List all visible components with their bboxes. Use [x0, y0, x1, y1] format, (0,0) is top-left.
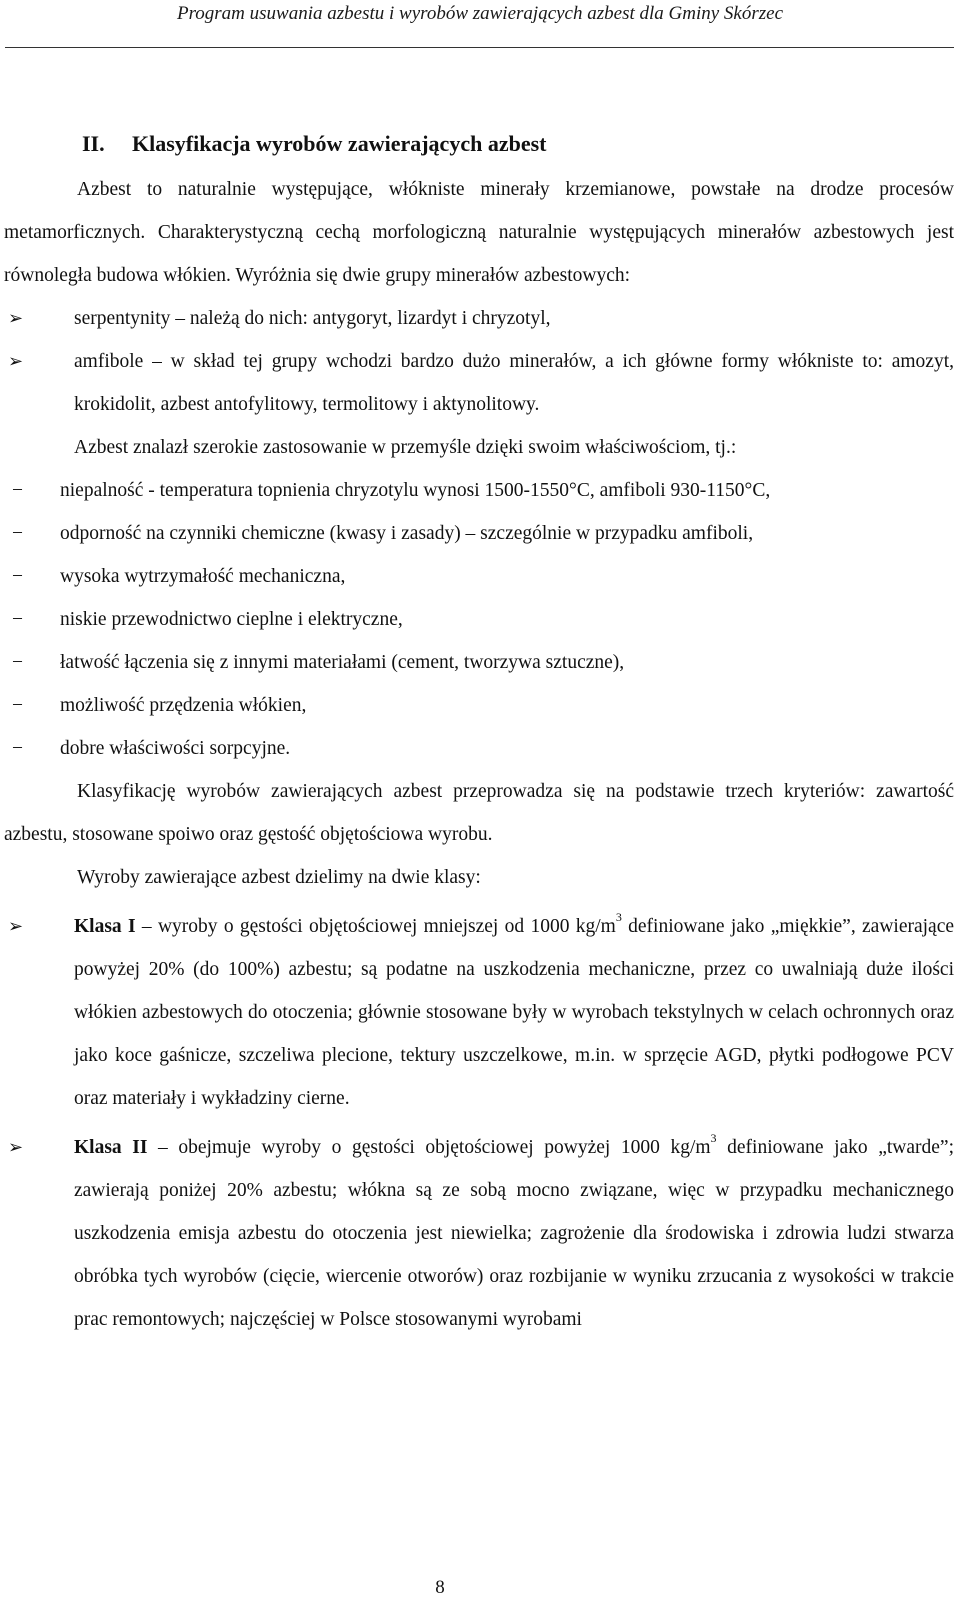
document-body [4, 124, 954, 1341]
class-2-label: Klasa II [74, 1137, 148, 1158]
list-item-text: odporność na czynniki chemiczne (kwasy i zasady) – szczególnie w przypadku amfiboli, [60, 523, 754, 544]
dash-bullet-icon: − [12, 738, 23, 759]
class-1-text-b: definiowane jako „miękkie”, zawierające powyżej 20% (do 100%) azbestu; są podatne na uszkodzenia mechaniczne, przez co uwalniają duże ilości włókien azbestowych do otoczenia; głównie stosowane były w wyrobach tekstylnych w celach ochronnych oraz jako koce gaśnicze, szczeliwa plecione, tektury uszczelkowe, m.in. w sprzęcie AGD, płytki podłogowe PCV oraz materiały i wykładziny cierne. [74, 916, 955, 1109]
running-header: Program usuwania azbestu i wyrobów zawierających azbest dla Gminy Skórzec [176, 3, 784, 24]
intro-paragraph: Azbest to naturalnie występujące, włókniste minerały krzemianowe, powstałe na drodze procesów metamorficznych. Charakterystyczną cechą morfologiczną naturalnie występujących minerałów azbestowych jest równoległa budowa włókien. Wyróżnia się dwie grupy minerałów azbestowych: [4, 179, 954, 286]
classes-intro-paragraph: Wyroby zawierające azbest dzielimy na dwie klasy: [77, 867, 481, 888]
list-item [4, 297, 954, 340]
section-title: Klasyfikacja wyrobów zawierających azbest [132, 131, 547, 156]
properties-list [4, 469, 954, 770]
page-number: 8 [435, 1577, 445, 1598]
list-item-text: wysoka wytrzymałość mechaniczna, [60, 566, 346, 587]
list-item [4, 727, 954, 770]
section-heading [4, 124, 954, 164]
list-item-text: dobre właściwości sorpcyjne. [60, 738, 291, 759]
class-1-text-a: – wyroby o gęstości objętościowej mniejszej od 1000 kg/m [135, 916, 616, 937]
header-rule [5, 47, 954, 48]
mineral-groups-list [4, 297, 954, 426]
uses-paragraph: Azbest znalazł szerokie zastosowanie w przemyśle dzięki swoim właściwościom, tj.: [74, 437, 737, 458]
class-1-label: Klasa I [74, 916, 136, 937]
list-item [4, 340, 954, 426]
list-item-text: łatwość łączenia się z innymi materiałami (cement, tworzywa sztuczne), [60, 652, 625, 673]
list-item [4, 512, 954, 555]
list-item-text: niskie przewodnictwo cieplne i elektryczne, [60, 609, 403, 630]
list-item-text: możliwość przędzenia włókien, [60, 695, 307, 716]
class-2-item [4, 1126, 954, 1341]
class-2-text-a: – obejmuje wyroby o gęstości objętościowej powyżej 1000 kg/m [147, 1137, 711, 1158]
list-item-text: niepalność - temperatura topnienia chryzotylu wynosi 1500-1550°C, amfiboli 930-1150°C, [60, 480, 771, 501]
arrow-bullet-icon: ➢ [8, 308, 24, 329]
class-2-text-b: definiowane jako „twarde”; zawierają poniżej 20% azbestu; włókna są ze sobą mocno związane, więc w przypadku mechanicznego uszkodzenia emisja azbestu do otoczenia jest niewielka; zagrożenie dla środowiska i zdrowia ludzi stwarza obróbka tych wyrobów (cięcie, wiercenie otworów) oraz rozbijanie w wyniku zrzucania z wysokości w trakcie prac remontowych; najczęściej w Polsce stosowanymi wyrobami [74, 1137, 955, 1330]
arrow-bullet-icon: ➢ [8, 916, 24, 937]
list-item-text: amfibole – w skład tej grupy wchodzi bardzo dużo minerałów, a ich główne formy włókniste to: amozyt, krokidolit, azbest antofylitowy, termolitowy i aktynolitowy. [74, 351, 954, 415]
section-number: II. [82, 131, 105, 156]
class-1-item [4, 905, 954, 1120]
list-item [4, 555, 954, 598]
dash-bullet-icon: − [12, 566, 23, 587]
dash-bullet-icon: − [12, 609, 23, 630]
dash-bullet-icon: − [12, 652, 23, 673]
arrow-bullet-icon: ➢ [8, 351, 24, 372]
class-2-sup: 3 [710, 1130, 717, 1145]
classification-paragraph: Klasyfikację wyrobów zawierających azbest przeprowadza się na podstawie trzech kryteriów: zawartość azbestu, stosowane spoiwo oraz gęstość objętościowa wyrobu. [4, 781, 954, 845]
class-1-sup: 3 [615, 909, 622, 924]
list-item [4, 641, 954, 684]
list-item [4, 598, 954, 641]
arrow-bullet-icon: ➢ [8, 1137, 24, 1158]
list-item [4, 469, 954, 512]
dash-bullet-icon: − [12, 523, 23, 544]
list-item-text: serpentynity – należą do nich: antygoryt, lizardyt i chryzotyl, [74, 308, 551, 329]
dash-bullet-icon: − [12, 695, 23, 716]
dash-bullet-icon: − [12, 480, 23, 501]
list-item [4, 684, 954, 727]
